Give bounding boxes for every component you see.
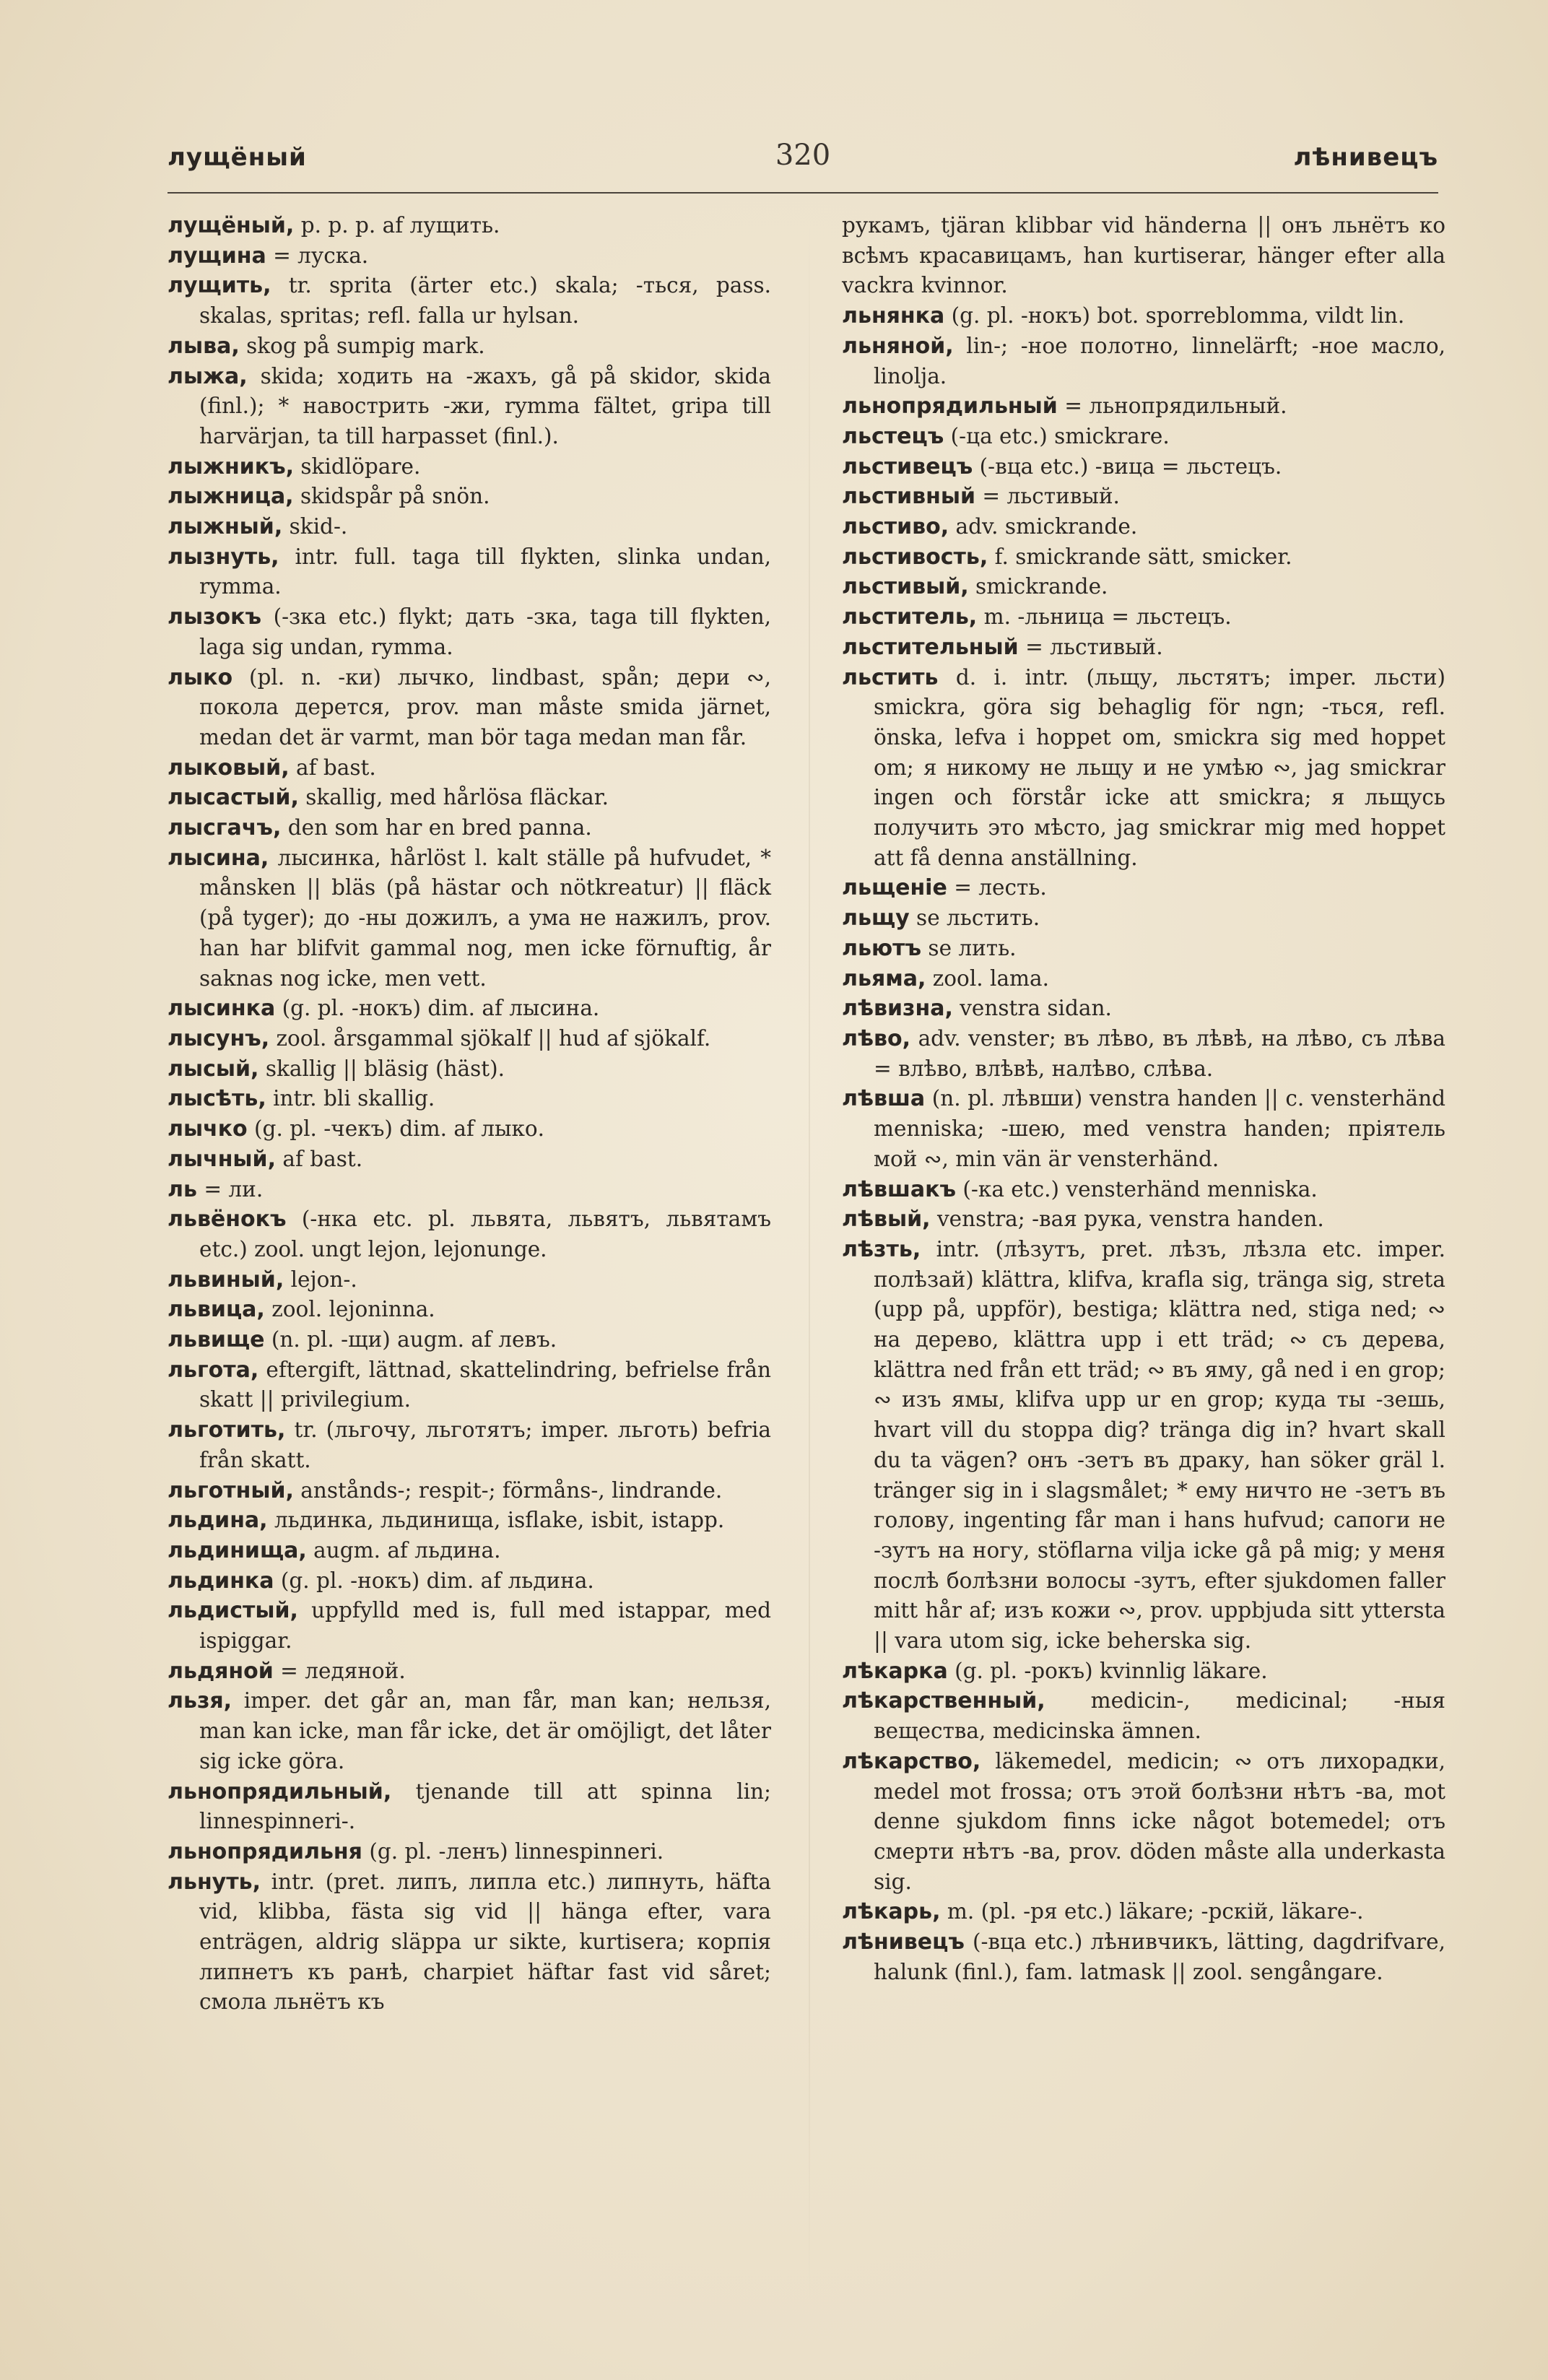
entry-definition: skidlöpare. bbox=[294, 453, 421, 479]
entry-headword: лущина bbox=[168, 243, 266, 269]
entry-headword: лыко bbox=[168, 664, 233, 690]
entry-definition: = луска. bbox=[266, 243, 369, 268]
entry-definition: lin-; -ное полотно, linnelärft; -ное масло, linolja. bbox=[874, 333, 1445, 388]
entry-headword: лысинка bbox=[168, 996, 276, 1022]
dictionary-entry bbox=[168, 1295, 771, 1325]
entry-headword: львиный, bbox=[168, 1267, 284, 1293]
entry-definition: den som har en bred panna. bbox=[281, 815, 592, 841]
dictionary-entry bbox=[842, 1084, 1445, 1174]
dictionary-entry bbox=[842, 1686, 1445, 1746]
entry-headword: лычный, bbox=[168, 1146, 276, 1172]
entry-definition: smickrande. bbox=[968, 574, 1108, 599]
left-column bbox=[168, 211, 771, 2018]
dictionary-entry bbox=[842, 633, 1445, 663]
dictionary-entry bbox=[168, 1084, 771, 1114]
entry-headword: лысгачъ, bbox=[168, 815, 282, 841]
dictionary-entry bbox=[168, 482, 771, 512]
entry-headword: льнопрядильный bbox=[842, 394, 1058, 420]
dictionary-entry bbox=[842, 452, 1445, 482]
dictionary-entry bbox=[842, 211, 1445, 301]
entry-headword: льдинища, bbox=[168, 1537, 307, 1563]
entry-headword: льдистый, bbox=[168, 1598, 298, 1624]
dictionary-entry bbox=[842, 301, 1445, 331]
entry-headword: льстецъ bbox=[842, 423, 944, 449]
entry-definition: (-ка etc.) vensterhänd menniska. bbox=[956, 1176, 1318, 1202]
dictionary-entry bbox=[842, 663, 1445, 874]
page-header bbox=[168, 139, 1438, 186]
entry-definition: se льстить. bbox=[909, 905, 1040, 931]
entry-definition: uppfylld med is, full med istappar, med ispiggar. bbox=[199, 1598, 771, 1654]
dictionary-entry bbox=[842, 903, 1445, 934]
dictionary-entry bbox=[168, 1145, 771, 1175]
entry-definition: intr. (pret. липъ, липла etc.) липнуть, häfta vid, klibba, fästa sig vid || hänga efter, vara enträgen, aldrig släppa ur sikte, kurtisera; корпія липнетъ къ ранѣ, charpiet häftar fast vid såret; смола льнётъ къ bbox=[199, 1869, 771, 2015]
entry-headword: лысастый, bbox=[168, 785, 299, 811]
entry-headword: лѣвша bbox=[842, 1086, 926, 1112]
entry-definition: d. i. intr. (льщу, льстятъ; imper. льсти) smickra, göra sig behaglig för ngn; -ться, refl. önska, lefva i hoppet om, smickra sig med hoppet om; я никому не льщу и не умѣю ∾, jag smickrar ingen och förstår icke att smickra; я льщусь получить это мѣсто, jag smickrar mig med hoppet att få denna anställning. bbox=[874, 664, 1445, 870]
entry-definition: läkemedel, medicin; ∾ отъ лихорадки, medel mot frossa; отъ этой болѣзни нѣтъ -ва, mot denne sjukdom finns icke något botemedel; отъ смерти нѣтъ -ва, prov. döden måste alla underkasta sig. bbox=[874, 1748, 1445, 1894]
entry-headword: лыва, bbox=[168, 333, 240, 359]
entry-definition: p. p. p. af лущить. bbox=[294, 213, 500, 238]
entry-headword: льзя, bbox=[168, 1688, 232, 1714]
entry-headword: льстительный bbox=[842, 634, 1019, 660]
entry-definition: (g. pl. -нокъ) bot. sporreblomma, vildt lin. bbox=[944, 303, 1405, 329]
entry-definition: skog på sumpig mark. bbox=[239, 333, 485, 358]
entry-definition: zool. årsgammal sjökalf || hud af sjökalf. bbox=[269, 1025, 711, 1051]
dictionary-entry bbox=[168, 1596, 771, 1656]
header-rule bbox=[168, 192, 1438, 194]
dictionary-entry bbox=[168, 1355, 771, 1415]
entry-definition: (g. pl. -нокъ) dim. af лысина. bbox=[275, 996, 600, 1021]
entry-definition: skid-. bbox=[282, 514, 348, 539]
entry-headword: лыжа, bbox=[168, 363, 248, 389]
entry-definition: lejon-. bbox=[284, 1267, 357, 1292]
entry-headword: лѣкарственный, bbox=[842, 1688, 1045, 1714]
entry-definition: (-вца etc.) -вица = льстецъ. bbox=[973, 453, 1282, 479]
entry-headword: лыжница, bbox=[168, 484, 294, 510]
entry-definition: anstånds-; respit-; förmåns-, lindrande. bbox=[293, 1477, 723, 1503]
entry-definition: tr. (льгочу, льготятъ; imper. льготь) befria från skatt. bbox=[199, 1417, 771, 1472]
entry-headword: львёнокъ bbox=[168, 1207, 287, 1233]
entry-headword: льстивецъ bbox=[842, 453, 973, 479]
dictionary-entry bbox=[168, 1114, 771, 1145]
entry-headword: лысый, bbox=[168, 1056, 259, 1082]
dictionary-entry bbox=[168, 663, 771, 753]
dictionary-entry bbox=[842, 391, 1445, 422]
dictionary-entry bbox=[842, 1927, 1445, 1987]
dictionary-entry bbox=[168, 813, 771, 843]
dictionary-entry bbox=[842, 1656, 1445, 1687]
dictionary-entry bbox=[842, 1897, 1445, 1927]
entry-definition: = ледяной. bbox=[273, 1658, 406, 1683]
entry-definition: (g. pl. -нокъ) dim. af льдина. bbox=[274, 1568, 594, 1593]
entry-definition: (-ца etc.) smickrare. bbox=[944, 423, 1170, 448]
entry-headword: льютъ bbox=[842, 935, 922, 961]
entry-headword: льяма, bbox=[842, 965, 926, 991]
entry-definition: m. -льница = льстецъ. bbox=[977, 604, 1232, 630]
entry-definition: (n. pl. -щи) augm. af левъ. bbox=[264, 1327, 557, 1352]
entry-headword: льщу bbox=[842, 905, 910, 931]
dictionary-entry bbox=[168, 843, 771, 994]
entry-definition: intr. (лѣзутъ, pret. лѣзъ, лѣзла etc. imper. полѣзай) klättra, klifva, krafla sig, tränga sig, streta (upp på, uppför), bestiga; klättra ned, stiga ned; ∾ на дерево, klättra upp i ett träd; ∾ съ дерева, klättra ned från ett träd; ∾ въ яму, gå ned i en grop; ∾ изъ ямы, klifva upp ur en grop; куда ты -зешь, hvart vill du stoppa dig? tränga dig in? hvart skall du ta vägen? онъ -зетъ въ драку, han söker gräl l. tränger sig in i slagsmålet; * ему ничто не -зетъ въ голову, ingenting får man i hans hufvud; сапоги не -зутъ на ногу, stöflarna vilja icke gå på mig; у меня послѣ болѣзни волосы -зутъ, efter sjukdomen faller mitt hår af; изъ кожи ∾, prov. uppbjuda sitt yttersta || vara utom sig, icke beherska sig. bbox=[874, 1236, 1445, 1654]
dictionary-entry bbox=[168, 1566, 771, 1597]
entry-definition: zool. lejoninna. bbox=[264, 1297, 435, 1322]
entry-headword: лущить, bbox=[168, 273, 271, 299]
dictionary-entry bbox=[168, 1175, 771, 1205]
entry-headword: лыжникъ, bbox=[168, 453, 295, 479]
header-first-word: лущёный bbox=[168, 143, 307, 172]
dictionary-entry bbox=[168, 1867, 771, 2018]
entry-headword: льстивный bbox=[842, 484, 975, 510]
entry-definition: skidspår på snön. bbox=[293, 484, 490, 509]
entry-headword: лѣвый, bbox=[842, 1207, 931, 1233]
entry-headword: льнянка bbox=[842, 303, 945, 329]
dictionary-entry bbox=[168, 1476, 771, 1506]
entry-definition: (pl. n. -ки) лычко, lindbast, spån; дери ∾, покола дерется, prov. man måste smida järnet, medan det är varmt, man bör taga medan man får. bbox=[199, 664, 771, 750]
entry-definition: adv. smickrande. bbox=[949, 514, 1138, 539]
entry-definition: zool. lama. bbox=[926, 965, 1049, 991]
entry-definition: лысинка, hårlöst l. kalt ställe på hufvudet, * månsken || bläs (på hästar och nötkreatur) || fläck (på tyger); до -ны дожилъ, a ума не нажилъ, prov. han har blifvit gammal nog, men icke förnuftig, år saknas nog icke, men vett. bbox=[199, 845, 771, 991]
dictionary-entry bbox=[842, 1175, 1445, 1205]
entry-definition: intr. full. taga till flykten, slinka undan, rymma. bbox=[199, 544, 771, 599]
entry-headword: лызнуть, bbox=[168, 544, 279, 570]
entry-headword: лѣкарь, bbox=[842, 1899, 941, 1925]
dictionary-entry bbox=[168, 452, 771, 482]
page-fold-shadow bbox=[809, 217, 810, 2311]
entry-headword: льстивость, bbox=[842, 544, 988, 570]
entry-headword: льнуть, bbox=[168, 1869, 261, 1895]
entry-headword: лысунъ, bbox=[168, 1025, 270, 1051]
entry-definition: skallig || bläsig (häst). bbox=[258, 1056, 505, 1081]
entry-definition: af bast. bbox=[289, 755, 376, 780]
entry-headword: лѣзть, bbox=[842, 1236, 921, 1262]
dictionary-entry bbox=[842, 572, 1445, 602]
entry-definition: (n. pl. лѣвши) venstra handen || c. vensterhänd menniska; -шею, med venstra handen; пріятель мой ∾, min vän är vensterhänd. bbox=[874, 1086, 1445, 1171]
dictionary-entry bbox=[168, 1325, 771, 1355]
entry-headword: лѣкарство, bbox=[842, 1748, 981, 1774]
dictionary-entry bbox=[168, 1054, 771, 1085]
entry-definition: льдинка, льдинища, isflake, isbit, istapp. bbox=[267, 1508, 725, 1533]
dictionary-entry bbox=[842, 934, 1445, 964]
dictionary-entry bbox=[842, 422, 1445, 452]
entry-definition: (g. pl. -ленъ) linnespinneri. bbox=[362, 1838, 664, 1864]
dictionary-entry bbox=[842, 964, 1445, 994]
page-number: 320 bbox=[775, 139, 831, 172]
dictionary-entry bbox=[842, 1747, 1445, 1898]
entry-headword: лѣвизна, bbox=[842, 996, 953, 1022]
entry-definition: tjenande till att spinna lin; linnespinneri-. bbox=[199, 1779, 771, 1834]
dictionary-entry bbox=[168, 602, 771, 662]
entry-headword: лѣвшакъ bbox=[842, 1176, 957, 1202]
entry-definition: adv. venster; въ лѣво, въ лѣвѣ, на лѣво, съ лѣва = влѣво, влѣвѣ, налѣво, слѣва. bbox=[874, 1025, 1445, 1081]
entry-headword: льстиво, bbox=[842, 514, 949, 540]
entry-definition: f. smickrande sätt, smicker. bbox=[988, 544, 1292, 569]
header-last-word: лѣнивецъ bbox=[1293, 143, 1438, 172]
dictionary-entry bbox=[168, 362, 771, 452]
entry-headword: льготить, bbox=[168, 1417, 286, 1443]
dictionary-entry bbox=[842, 1235, 1445, 1656]
dictionary-entry bbox=[168, 331, 771, 362]
entry-headword: льняной, bbox=[842, 333, 954, 359]
dictionary-entry bbox=[168, 1536, 771, 1566]
dictionary-entry bbox=[168, 512, 771, 542]
entry-definition: eftergift, lättnad, skattelindring, befrielse från skatt || privilegium. bbox=[199, 1357, 771, 1412]
dictionary-entry bbox=[168, 1837, 771, 1867]
entry-headword: льготный, bbox=[168, 1477, 294, 1503]
dictionary-entry bbox=[842, 602, 1445, 633]
dictionary-entry bbox=[168, 241, 771, 272]
dictionary-entry bbox=[168, 783, 771, 813]
entry-headword: лѣкарка bbox=[842, 1658, 948, 1684]
entry-headword: лызокъ bbox=[168, 604, 262, 630]
dictionary-entry bbox=[168, 1506, 771, 1536]
entry-headword: лыковый, bbox=[168, 755, 290, 781]
dictionary-entry bbox=[168, 1024, 771, 1054]
dictionary-entry bbox=[842, 331, 1445, 391]
entry-headword: лычко bbox=[168, 1116, 248, 1142]
entry-definition: tr. sprita (ärter etc.) skala; -ться, pass. skalas, spritas; refl. falla ur hylsan. bbox=[199, 273, 771, 329]
entry-headword: лысина, bbox=[168, 845, 269, 871]
entry-headword: льстивый, bbox=[842, 574, 969, 600]
entry-definition: m. (pl. -ря etc.) läkare; -рскій, läkare-. bbox=[940, 1899, 1364, 1924]
entry-definition: af bast. bbox=[275, 1146, 363, 1171]
entry-headword: льнопрядильня bbox=[168, 1838, 362, 1864]
entry-headword: льдяной bbox=[168, 1658, 274, 1684]
dictionary-entry bbox=[168, 994, 771, 1024]
entry-definition: (-нка etc. pl. львята, львятъ, львятамъ etc.) zool. ungt lejon, lejonunge. bbox=[199, 1207, 771, 1261]
entry-headword: льстить bbox=[842, 664, 939, 690]
right-column bbox=[842, 211, 1445, 1987]
dictionary-entry bbox=[168, 1777, 771, 1837]
entry-definition: = ли. bbox=[196, 1176, 264, 1202]
entry-headword: лысѣть, bbox=[168, 1086, 266, 1112]
entry-headword: лыжный, bbox=[168, 514, 283, 540]
dictionary-entry bbox=[168, 1265, 771, 1295]
entry-definition: imper. det går an, man får, man kan; нельзя, man kan icke, man får icke, det är omöjligt, det låter sig icke göra. bbox=[199, 1688, 771, 1773]
dictionary-entry bbox=[842, 994, 1445, 1024]
entry-definition: = льстивый. bbox=[1018, 634, 1163, 659]
entry-definition: skida; ходить на -жахъ, gå på skidor, skida (finl.); * навострить -жи, rymma fältet, gripa till harvärjan, ta till harpasset (finl.). bbox=[199, 363, 771, 448]
entry-definition: intr. bli skallig. bbox=[266, 1086, 435, 1111]
entry-definition: venstra sidan. bbox=[952, 996, 1112, 1021]
dictionary-entry bbox=[168, 1204, 771, 1264]
dictionary-entry bbox=[842, 1204, 1445, 1235]
entry-definition: = лесть. bbox=[947, 875, 1047, 900]
entry-definition: = льстивый. bbox=[975, 484, 1120, 509]
entry-headword: льдинка bbox=[168, 1568, 274, 1594]
entry-definition: (-зка etc.) flykt; дать -зка, taga till flykten, laga sig undan, rymma. bbox=[199, 604, 771, 659]
entry-headword: льдина, bbox=[168, 1508, 268, 1534]
entry-headword: львица, bbox=[168, 1297, 265, 1323]
entry-headword: ль bbox=[168, 1176, 197, 1202]
dictionary-entry bbox=[842, 512, 1445, 542]
entry-headword: льгота, bbox=[168, 1357, 259, 1383]
entry-headword: льститель, bbox=[842, 604, 978, 630]
entry-definition: = льнопрядильный. bbox=[1057, 394, 1287, 419]
entry-definition: augm. af льдина. bbox=[306, 1537, 501, 1563]
entry-definition: (g. pl. -рокъ) kvinnlig läkare. bbox=[947, 1658, 1268, 1683]
entry-headword: лущёный, bbox=[168, 213, 295, 238]
dictionary-entry bbox=[168, 271, 771, 331]
dictionary-entry bbox=[842, 873, 1445, 903]
dictionary-entry bbox=[168, 1656, 771, 1687]
entry-definition: рукамъ, tjäran klibbar vid händerna || онъ льнётъ ко всѣмъ красавицамъ, han kurtiserar, hänger efter alla vackra kvinnor. bbox=[842, 213, 1445, 298]
entry-headword: львище bbox=[168, 1327, 265, 1353]
dictionary-entry bbox=[842, 542, 1445, 573]
dictionary-entry bbox=[168, 542, 771, 602]
entry-headword: льнопрядильный, bbox=[168, 1779, 392, 1804]
dictionary-entry bbox=[168, 211, 771, 241]
dictionary-entry bbox=[168, 1686, 771, 1776]
entry-headword: лѣво, bbox=[842, 1025, 911, 1051]
dictionary-entry bbox=[168, 1415, 771, 1475]
dictionary-entry bbox=[168, 753, 771, 783]
dictionary-entry bbox=[842, 1024, 1445, 1084]
entry-headword: лѣнивецъ bbox=[842, 1929, 965, 1955]
entry-definition: medicin-, medicinal; -ныя вещества, medicinska ämnen. bbox=[874, 1688, 1445, 1744]
entry-definition: venstra; -вая рука, venstra handen. bbox=[930, 1207, 1324, 1232]
dictionary-entry bbox=[842, 482, 1445, 512]
entry-definition: skallig, med hårlösa fläckar. bbox=[298, 785, 609, 810]
entry-definition: (-вца etc.) лѣнивчикъ, lätting, dagdrifvare, halunk (finl.), fam. latmask || zool. sengångare. bbox=[874, 1929, 1445, 1984]
entry-headword: льщеніе bbox=[842, 875, 947, 901]
entry-definition: (g. pl. -чекъ) dim. af лыко. bbox=[247, 1116, 545, 1142]
entry-definition: se лить. bbox=[921, 935, 1017, 960]
